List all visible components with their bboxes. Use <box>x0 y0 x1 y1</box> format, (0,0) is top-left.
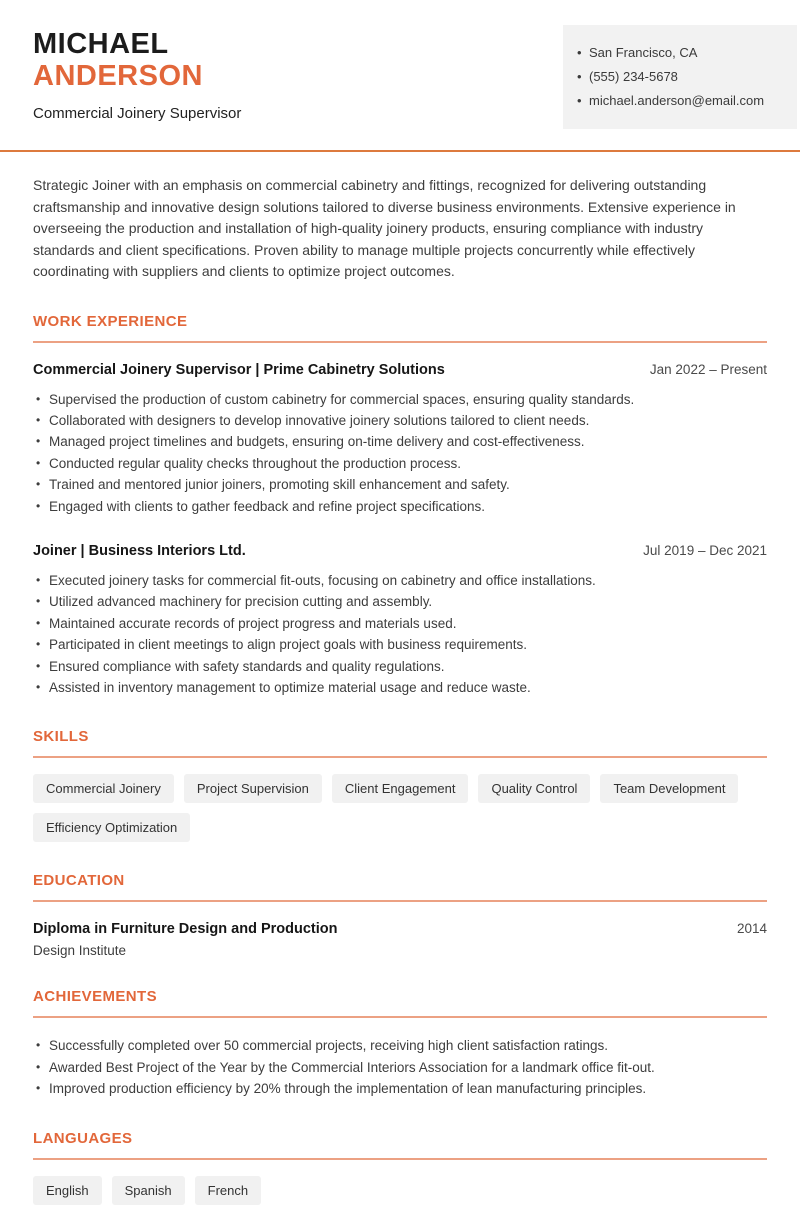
summary-paragraph: Strategic Joiner with an emphasis on commercial cabinetry and fittings, recognized for delivering outstanding craftsmanship and innovative design solutions tailored to diverse business environments. Extensive experience in overseeing the production and installation of high-quality joinery products, ensuring compliance with industry standards and client specifications. Proven ability to manage multiple projects concurrently while effectively coordinating with suppliers and clients to optimize project outcomes. <box>33 177 736 279</box>
section-skills <box>33 728 767 842</box>
skill-chip: Client Engagement <box>332 774 469 803</box>
languages-heading: LANGUAGES <box>33 1129 133 1147</box>
contact-item: • (555) 234-5678 <box>575 69 783 85</box>
section-rule <box>33 1016 767 1018</box>
education-heading: EDUCATION <box>33 872 125 890</box>
language-chip: English <box>33 1176 102 1205</box>
name-block <box>33 25 241 122</box>
job-bullet: • Supervised the production of custom cabinetry for commercial spaces, ensuring quality standards. <box>33 389 767 410</box>
language-chip: Spanish <box>112 1176 185 1205</box>
section-rule <box>33 341 767 343</box>
education-entry <box>33 921 767 958</box>
degree-title: Diploma in Furniture Design and Production <box>33 921 338 938</box>
job-bullet: • Managed project timelines and budgets, ensuring on-time delivery and cost-effectiveness. <box>33 431 767 452</box>
job-bullet: • Collaborated with designers to develop innovative joinery solutions tailored to client needs. <box>33 410 767 431</box>
resume-content <box>0 175 800 1205</box>
skill-chip: Team Development <box>600 774 738 803</box>
section-rule <box>33 1158 767 1160</box>
school-name: Design Institute <box>33 943 127 959</box>
job-bullet: • Utilized advanced machinery for precision cutting and assembly. <box>33 591 767 612</box>
header-divider <box>0 150 800 152</box>
languages-chip-list <box>33 1176 767 1205</box>
job-bullet: • Conducted regular quality checks throughout the production process. <box>33 453 767 474</box>
section-education <box>33 872 767 958</box>
contact-item: • San Francisco, CA <box>575 45 783 61</box>
skill-chip: Commercial Joinery <box>33 774 174 803</box>
job-bullet: • Engaged with clients to gather feedback and refine project specifications. <box>33 496 767 517</box>
job-bullet: • Participated in client meetings to align project goals with business requirements. <box>33 634 767 655</box>
work-experience-heading: WORK EXPERIENCE <box>33 312 188 330</box>
job-bullet: • Maintained accurate records of project progress and materials used. <box>33 613 767 634</box>
job-dates: Jul 2019 – Dec 2021 <box>643 542 767 558</box>
job-entry <box>33 543 767 698</box>
section-work-experience <box>33 313 767 699</box>
achievements-bullet-list <box>33 1035 767 1099</box>
job-entry <box>33 362 767 517</box>
section-achievements <box>33 988 767 1099</box>
last-name: ANDERSON <box>33 60 203 92</box>
job-dates: Jan 2022 – Present <box>649 361 767 377</box>
achievement-bullet: • Successfully completed over 50 commercial projects, receiving high client satisfaction ratings. <box>33 1035 767 1056</box>
resume-header <box>0 0 800 129</box>
first-name: MICHAEL <box>33 28 169 60</box>
graduation-year: 2014 <box>736 921 767 937</box>
achievements-heading: ACHIEVEMENTS <box>33 988 157 1006</box>
job-title: Joiner | Business Interiors Ltd. <box>33 542 246 559</box>
skill-chip: Project Supervision <box>184 774 322 803</box>
skills-heading: SKILLS <box>33 728 89 746</box>
skill-chip: Efficiency Optimization <box>33 813 190 842</box>
contact-card <box>563 25 797 129</box>
skills-chip-list <box>33 774 767 842</box>
job-bullet: • Executed joinery tasks for commercial fit-outs, focusing on cabinetry and office installations. <box>33 570 767 591</box>
job-entry-head <box>33 362 767 378</box>
role-title: Commercial Joinery Supervisor <box>33 105 242 122</box>
language-chip: French <box>195 1176 261 1205</box>
section-languages <box>33 1130 767 1205</box>
achievement-bullet: • Awarded Best Project of the Year by the Commercial Interiors Association for a landmark office fit-out. <box>33 1057 767 1078</box>
section-rule <box>33 756 767 758</box>
contact-item: • michael.anderson@email.com <box>575 93 783 109</box>
job-bullet: • Assisted in inventory management to optimize material usage and reduce waste. <box>33 677 767 698</box>
job-title: Commercial Joinery Supervisor | Prime Cabinetry Solutions <box>33 361 445 378</box>
job-bullet: • Trained and mentored junior joiners, promoting skill enhancement and safety. <box>33 474 767 495</box>
job-entry-head <box>33 543 767 559</box>
achievement-bullet: • Improved production efficiency by 20% through the implementation of lean manufacturing principles. <box>33 1078 767 1099</box>
job-bullet: • Ensured compliance with safety standards and quality regulations. <box>33 656 767 677</box>
education-entry-head <box>33 921 767 937</box>
skill-chip: Quality Control <box>478 774 590 803</box>
section-rule <box>33 900 767 902</box>
job-bullet-list <box>33 570 767 698</box>
job-bullet-list <box>33 389 767 517</box>
